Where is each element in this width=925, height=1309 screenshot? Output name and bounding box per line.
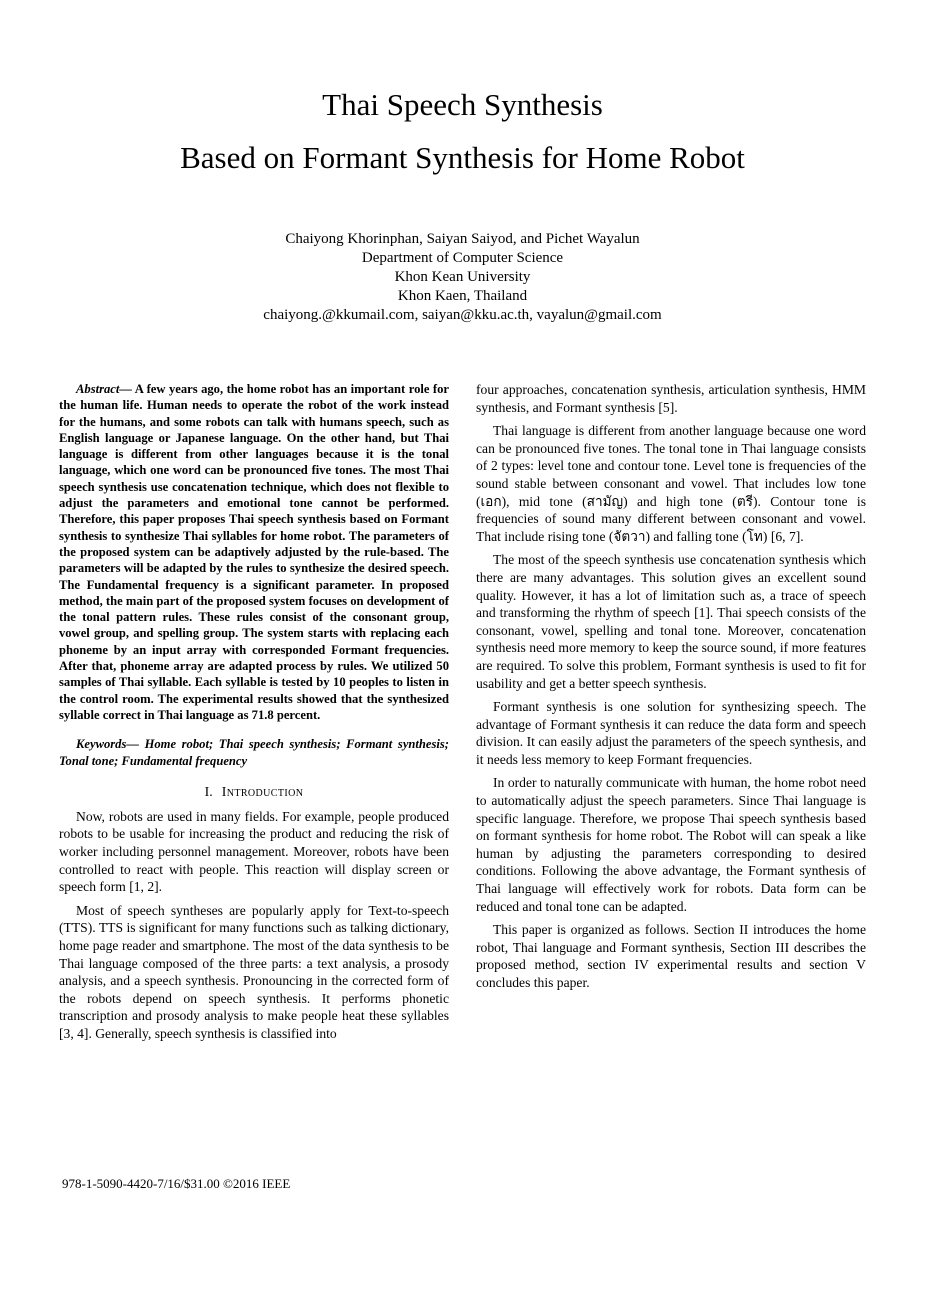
intro-paragraph-5: The most of the speech synthesis use concatenation synthesis which there are many advantages. This solution gives an excellent sound quality. However, it has a lot of limitation such as, a trace of speech and transforming the rhythm of speech [1]. Thai speech consists of the consonant, vowel, spelling and tonal tone. Moreover, concatenation synthesis need more memory to keep the source sound, if more features are required. To solve this problem, Formant synthesis is used to fit for usability and get a better speech synthesis. [476, 552, 866, 691]
intro-paragraph-8: This paper is organized as follows. Section II introduces the home robot, Thai language and Formant synthesis, Section III describes the proposed method, section IV experimental results and section V concludes this paper. [476, 922, 866, 990]
section-number: I. [204, 783, 213, 799]
intro-paragraph-3: four approaches, concatenation synthesis, articulation synthesis, HMM synthesis, and Formant synthesis [5]. [476, 382, 866, 415]
intro-paragraph-6: Formant synthesis is one solution for synthesizing speech. The advantage of Formant synthesis it can reduce the data form and speech division. It can easily adjust the parameters of the speech synthesis, and it needs less memory to keep Formant frequencies. [476, 699, 866, 767]
keywords-paragraph [59, 736, 449, 769]
abstract-paragraph [59, 381, 449, 723]
affiliation-location: Khon Kaen, Thailand [397, 288, 528, 304]
authors-emails: chaiyong.@kkumail.com, saiyan@kku.ac.th, vayalun@gmail.com [263, 307, 662, 323]
intro-paragraph-2: Most of speech syntheses are popularly apply for Text-to-speech (TTS). TTS is significant for many functions such as talking dictionary, home page reader and smartphone. The most of the data synthesis to be Thai language composed of the three parts: a text analysis, a prosody analysis, and a speech synthesis. Pronouncing in the corrected form of the robots depend on speech synthesis. It performs phonetic transcription and prosody analysis to make people heat these syllables [3, 4]. Generally, speech synthesis is classified into [59, 902, 449, 1041]
author-block [0, 230, 925, 325]
intro-paragraph-7: In order to naturally communicate with human, the home robot need to automatically adjust the speech parameters. Since Thai language is specific language. Therefore, we propose Thai speech synthesis based on formant synthesis for home robot. The Robot will can speak a like human by adjusting the parameters corresponding to desired conditions. Following the above advantage, the Formant synthesis of Thai language will effectively work for robots. Data form can be reduced and tonal tone can be adapted. [476, 775, 866, 914]
two-column-body [59, 381, 866, 1049]
abstract-text: A few years ago, the home robot has an important role for the human life. Human needs to operate the robot of the work instead for the humans, and some robots can talk with humans speech, such as English language or Japanese language. On the other hand, but Thai language is different from other languages because it is the tonal language, which one word can be pronounced five tones. The most Thai speech synthesis use concatenation technique, which does not flexible to adjust the parameters and emotional tone cannot be performed. Therefore, this paper proposes Thai speech synthesis based on Formant synthesis to synthesize Thai syllables for home robot. The parameters of the proposed system can be adaptively adjusted by the rule-based. The parameters will be adapted by the rules to synthesize the desired speech. The Fundamental frequency is a significant parameter. In proposed method, the main part of the proposed system focuses on development of the tonal pattern rules. These rules consist of the consonant group, vowel group, and spelling group. The system starts with replacing each phoneme by an input array with corresponded Formant frequencies. After that, phoneme array are adapted process by rules. We utilized 50 samples of Thai syllable. Each syllable is tested by 10 peoples to listen in the control room. The experimental results showed that the synthesized syllable correct in Thai language as 71.8 percent. [59, 382, 449, 722]
affiliation-university: Khon Kean University [394, 269, 531, 285]
section-title: Introduction [221, 783, 304, 799]
intro-paragraph-4: Thai language is different from another language because one word can be pronounced five tones. The tonal tone in Thai language consists of 2 types: level tone and contour tone. Level tone is frequencies of the sound stable between consonant and vowel. That includes low tone (เอก), mid tone (สามัญ) and high tone (ตรี). Contour tone is frequencies of sound many different between consonant and vowel. That include rising tone (จัตวา) and falling tone (โท) [6, 7]. [476, 423, 866, 544]
authors-names: Chaiyong Khorinphan, Saiyan Saiyod, and Pichet Wayalun [285, 231, 640, 247]
keywords-text: Home robot; Thai speech synthesis; Formant synthesis; Tonal tone; Fundamental frequency [59, 737, 449, 768]
column-left [59, 381, 449, 1049]
paper-title [0, 0, 925, 184]
affiliation-department: Department of Computer Science [361, 250, 564, 266]
paper-title-line2: Based on Formant Synthesis for Home Robot [180, 140, 745, 175]
footer-copyright: 978-1-5090-4420-7/16/$31.00 ©2016 IEEE [62, 1176, 291, 1191]
column-right [476, 381, 866, 1049]
section-heading-introduction [59, 784, 449, 800]
intro-paragraph-1: Now, robots are used in many fields. For example, people produced robots to be usable for increasing the product and reducing the risk of worker including personnel management. Moreover, robots have been controlled to react with people. This reaction will display screen or speech form [1, 2]. [59, 808, 449, 895]
abstract-label: Abstract— [76, 382, 132, 396]
keywords-label: Keywords— [76, 737, 139, 752]
paper-title-line1: Thai Speech Synthesis [322, 87, 603, 122]
